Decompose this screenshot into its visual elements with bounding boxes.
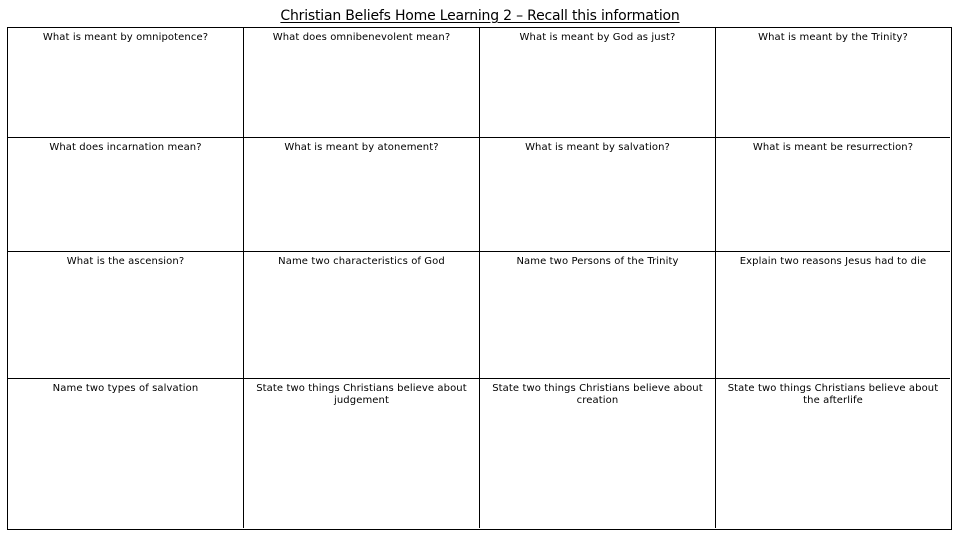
question-cell[interactable]: Name two types of salvation	[8, 379, 244, 528]
question-cell[interactable]: What does incarnation mean?	[8, 138, 244, 252]
question-cell[interactable]: What is meant by atonement?	[244, 138, 480, 252]
question-cell[interactable]: What is meant by God as just?	[480, 28, 716, 138]
question-cell[interactable]: What is meant by the Trinity?	[716, 28, 950, 138]
question-grid	[7, 27, 952, 530]
question-cell[interactable]: Name two characteristics of God	[244, 252, 480, 379]
question-cell[interactable]: State two things Christians believe about the afterlife	[727, 383, 939, 406]
question-cell[interactable]: State two things Christians believe about judgement	[244, 379, 480, 528]
question-cell[interactable]: What is the ascension?	[8, 252, 244, 379]
page-title	[0, 7, 960, 25]
question-cell[interactable]: Name two Persons of the Trinity	[480, 252, 716, 379]
question-cell[interactable]: Explain two reasons Jesus had to die	[716, 252, 950, 379]
question-cell[interactable]: What is meant by salvation?	[480, 138, 716, 252]
page-title-text: Christian Beliefs Home Learning 2 – Recall this information	[280, 8, 680, 24]
question-cell[interactable]: State two things Christians believe about creation	[480, 379, 716, 528]
question-cell[interactable]: What does omnibenevolent mean?	[244, 28, 480, 138]
question-cell[interactable]: What is meant by omnipotence?	[8, 28, 244, 138]
question-cell[interactable]: What is meant be resurrection?	[716, 138, 950, 252]
